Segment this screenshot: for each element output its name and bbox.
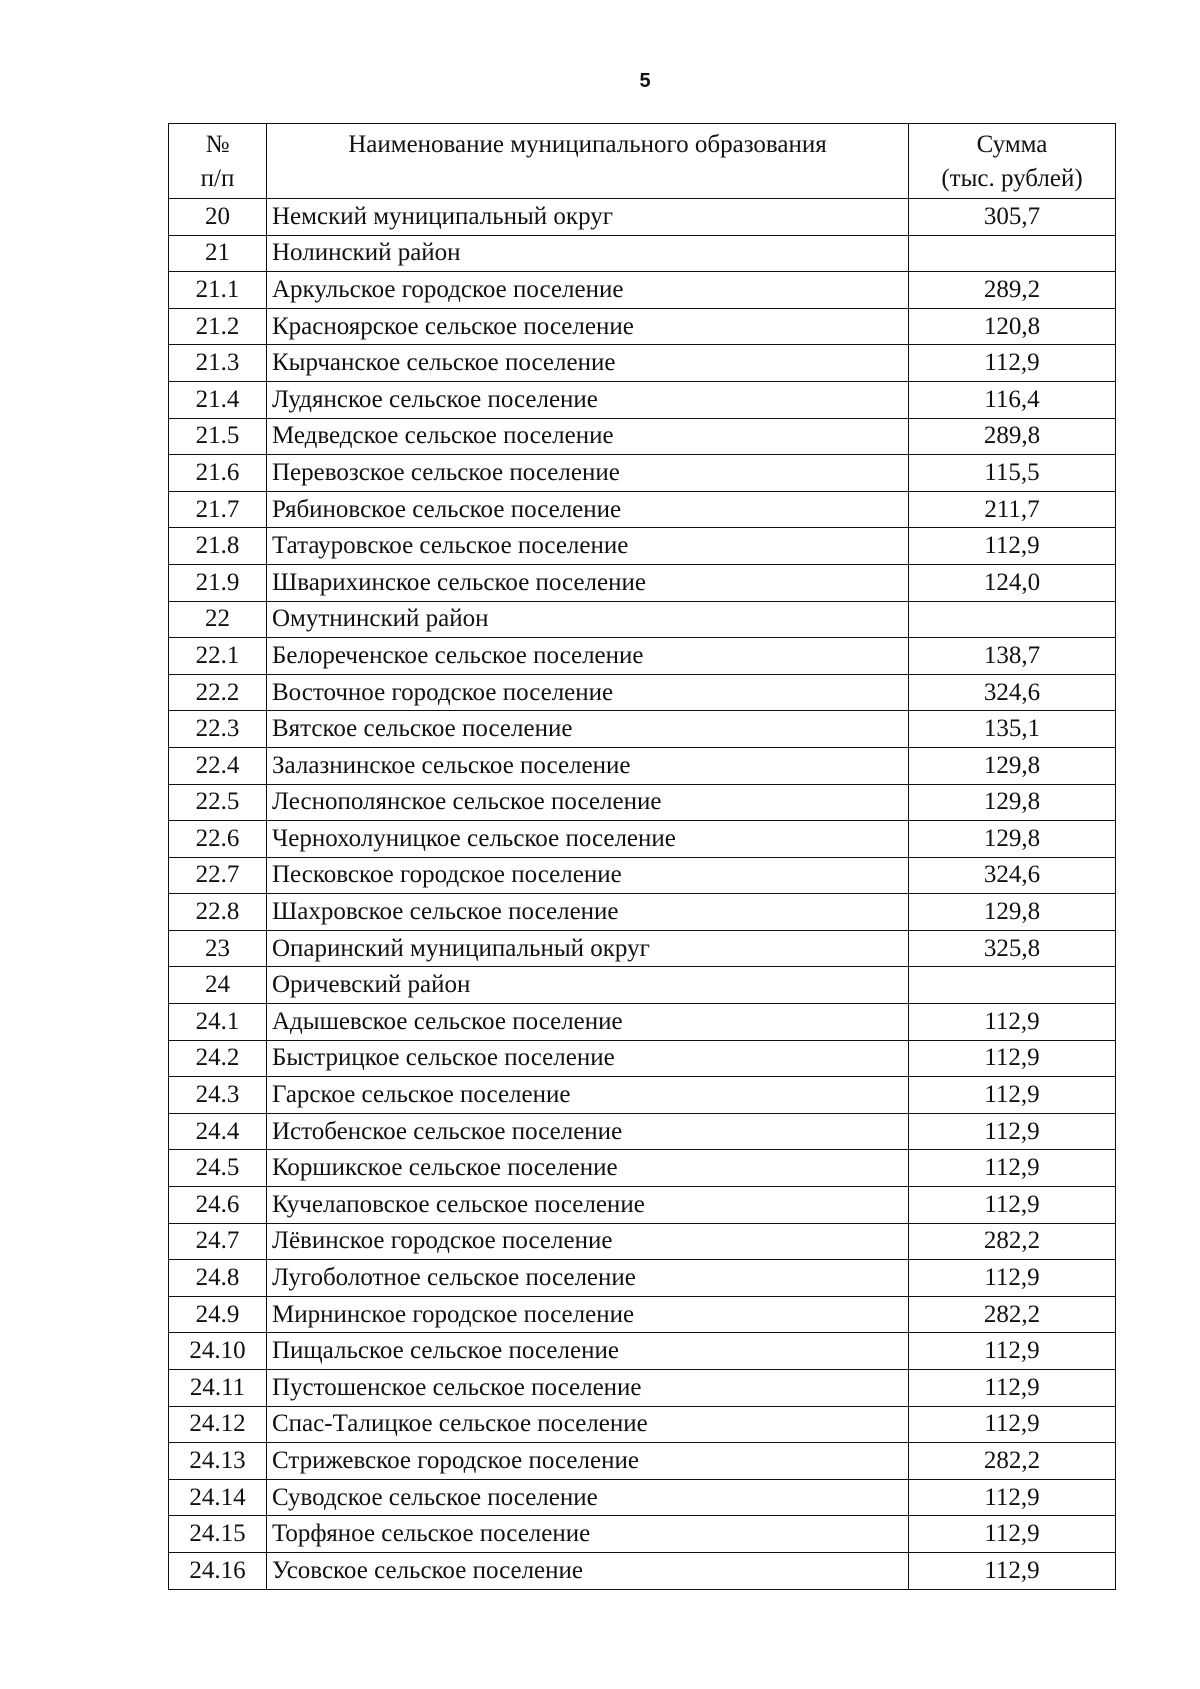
table-row (169, 564, 1116, 601)
row-number-cell: 24 (169, 967, 267, 1004)
row-sum-cell: 112,9 (909, 1516, 1116, 1553)
row-sum-cell: 289,2 (909, 272, 1116, 309)
row-sum-cell: 305,7 (909, 199, 1116, 236)
table-row (169, 1187, 1116, 1224)
header-number-line1: № (205, 131, 230, 158)
row-number-cell: 21.7 (169, 491, 267, 528)
row-number-cell: 24.16 (169, 1552, 267, 1589)
row-name-cell: Коршикское сельское поселение (267, 1150, 909, 1187)
row-sum-cell: 112,9 (909, 1077, 1116, 1114)
row-name-cell: Чернохолуницкое сельское поселение (267, 821, 909, 858)
row-number-cell: 20 (169, 199, 267, 236)
row-sum-cell: 129,8 (909, 784, 1116, 821)
table-row (169, 638, 1116, 675)
row-number-cell: 24.13 (169, 1443, 267, 1480)
row-number-cell: 21.2 (169, 308, 267, 345)
table-row (169, 1077, 1116, 1114)
table-row (169, 308, 1116, 345)
table-row (169, 1113, 1116, 1150)
row-sum-cell: 129,8 (909, 821, 1116, 858)
table-row (169, 821, 1116, 858)
page-number: 5 (639, 70, 651, 92)
row-name-cell: Леснополянское сельское поселение (267, 784, 909, 821)
row-name-cell: Суводское сельское поселение (267, 1479, 909, 1516)
row-name-cell: Быстрицкое сельское поселение (267, 1040, 909, 1077)
row-sum-cell: 124,0 (909, 564, 1116, 601)
row-sum-cell: 112,9 (909, 1406, 1116, 1443)
row-name-cell: Пищальское сельское поселение (267, 1333, 909, 1370)
header-number (169, 124, 267, 199)
row-sum-cell: 112,9 (909, 1370, 1116, 1407)
row-name-cell: Истобенское сельское поселение (267, 1113, 909, 1150)
row-name-cell: Шахровское сельское поселение (267, 894, 909, 931)
row-name-cell: Рябиновское сельское поселение (267, 491, 909, 528)
table-row (169, 1223, 1116, 1260)
row-number-cell: 21.4 (169, 381, 267, 418)
row-name-cell: Залазнинское сельское поселение (267, 747, 909, 784)
row-name-cell: Татауровское сельское поселение (267, 528, 909, 565)
header-name (267, 124, 909, 199)
table-row (169, 528, 1116, 565)
row-sum-cell (909, 601, 1116, 638)
row-number-cell: 21.9 (169, 564, 267, 601)
row-number-cell: 24.8 (169, 1260, 267, 1297)
row-sum-cell: 289,8 (909, 418, 1116, 455)
row-name-cell: Нолинский район (267, 235, 909, 272)
table-row (169, 345, 1116, 382)
row-sum-cell: 112,9 (909, 1333, 1116, 1370)
row-name-cell: Лёвинское городское поселение (267, 1223, 909, 1260)
row-number-cell: 21.6 (169, 455, 267, 492)
table-row (169, 784, 1116, 821)
row-number-cell: 24.7 (169, 1223, 267, 1260)
row-name-cell: Стрижевское городское поселение (267, 1443, 909, 1480)
header-sum (909, 124, 1116, 199)
table-row (169, 747, 1116, 784)
table-row (169, 930, 1116, 967)
row-name-cell: Лугоболотное сельское поселение (267, 1260, 909, 1297)
row-sum-cell: 282,2 (909, 1296, 1116, 1333)
row-sum-cell: 116,4 (909, 381, 1116, 418)
row-number-cell: 22.8 (169, 894, 267, 931)
row-number-cell: 24.10 (169, 1333, 267, 1370)
row-sum-cell: 112,9 (909, 1113, 1116, 1150)
row-sum-cell: 282,2 (909, 1223, 1116, 1260)
table-row (169, 711, 1116, 748)
row-number-cell: 24.6 (169, 1187, 267, 1224)
row-name-cell: Кучелаповское сельское поселение (267, 1187, 909, 1224)
table-row (169, 1296, 1116, 1333)
table-row (169, 491, 1116, 528)
row-name-cell: Песковское городское поселение (267, 857, 909, 894)
row-name-cell: Опаринский муниципальный округ (267, 930, 909, 967)
row-sum-cell: 324,6 (909, 674, 1116, 711)
row-sum-cell: 120,8 (909, 308, 1116, 345)
row-name-cell: Лудянское сельское поселение (267, 381, 909, 418)
table-row (169, 857, 1116, 894)
row-number-cell: 22.1 (169, 638, 267, 675)
table-row (169, 967, 1116, 1004)
row-name-cell: Вятское сельское поселение (267, 711, 909, 748)
row-name-cell: Белореченское сельское поселение (267, 638, 909, 675)
row-name-cell: Оричевский район (267, 967, 909, 1004)
row-sum-cell: 112,9 (909, 1040, 1116, 1077)
row-name-cell: Шварихинское сельское поселение (267, 564, 909, 601)
table-row (169, 894, 1116, 931)
row-name-cell: Адышевское сельское поселение (267, 1004, 909, 1041)
row-number-cell: 21.5 (169, 418, 267, 455)
row-number-cell: 22.6 (169, 821, 267, 858)
row-name-cell: Перевозское сельское поселение (267, 455, 909, 492)
row-name-cell: Усовское сельское поселение (267, 1552, 909, 1589)
row-number-cell: 22.4 (169, 747, 267, 784)
row-sum-cell: 129,8 (909, 894, 1116, 931)
table-row (169, 1406, 1116, 1443)
row-number-cell: 21 (169, 235, 267, 272)
table-row (169, 199, 1116, 236)
table-row (169, 1333, 1116, 1370)
row-sum-cell: 138,7 (909, 638, 1116, 675)
row-sum-cell (909, 967, 1116, 1004)
row-number-cell: 22 (169, 601, 267, 638)
row-sum-cell: 325,8 (909, 930, 1116, 967)
table-body (169, 199, 1116, 1590)
row-name-cell: Немский муниципальный округ (267, 199, 909, 236)
row-sum-cell: 129,8 (909, 747, 1116, 784)
row-name-cell: Медведское сельское поселение (267, 418, 909, 455)
row-sum-cell: 282,2 (909, 1443, 1116, 1480)
municipal-sums-table (168, 123, 1116, 1590)
row-sum-cell: 211,7 (909, 491, 1116, 528)
row-sum-cell: 115,5 (909, 455, 1116, 492)
table-row (169, 381, 1116, 418)
table-row (169, 1479, 1116, 1516)
row-number-cell: 22.3 (169, 711, 267, 748)
table-row (169, 1552, 1116, 1589)
table-row (169, 674, 1116, 711)
row-name-cell: Пустошенское сельское поселение (267, 1370, 909, 1407)
table-row (169, 235, 1116, 272)
row-name-cell: Мирнинское городское поселение (267, 1296, 909, 1333)
row-sum-cell: 112,9 (909, 1150, 1116, 1187)
table-row (169, 455, 1116, 492)
row-sum-cell: 112,9 (909, 1004, 1116, 1041)
row-number-cell: 21.3 (169, 345, 267, 382)
row-number-cell: 24.15 (169, 1516, 267, 1553)
table-row (169, 272, 1116, 309)
row-number-cell: 24.4 (169, 1113, 267, 1150)
row-name-cell: Гарское сельское поселение (267, 1077, 909, 1114)
row-number-cell: 22.5 (169, 784, 267, 821)
row-sum-cell: 112,9 (909, 1479, 1116, 1516)
table-row (169, 1516, 1116, 1553)
row-name-cell: Омутнинский район (267, 601, 909, 638)
row-number-cell: 24.1 (169, 1004, 267, 1041)
row-sum-cell: 112,9 (909, 528, 1116, 565)
row-sum-cell: 112,9 (909, 345, 1116, 382)
header-name-text: Наименование муниципального образования (348, 131, 827, 158)
row-name-cell: Спас-Талицкое сельское поселение (267, 1406, 909, 1443)
table-row (169, 1040, 1116, 1077)
row-sum-cell: 324,6 (909, 857, 1116, 894)
table-row (169, 1150, 1116, 1187)
table-header-row (169, 124, 1116, 199)
row-number-cell: 24.9 (169, 1296, 267, 1333)
row-number-cell: 24.11 (169, 1370, 267, 1407)
row-name-cell: Красноярское сельское поселение (267, 308, 909, 345)
row-sum-cell: 112,9 (909, 1260, 1116, 1297)
row-number-cell: 24.5 (169, 1150, 267, 1187)
header-sum-line1: Сумма (976, 131, 1048, 158)
row-number-cell: 21.8 (169, 528, 267, 565)
row-number-cell: 24.12 (169, 1406, 267, 1443)
table-row (169, 601, 1116, 638)
row-name-cell: Кырчанское сельское поселение (267, 345, 909, 382)
row-sum-cell (909, 235, 1116, 272)
table-row (169, 418, 1116, 455)
table-row (169, 1260, 1116, 1297)
header-sum-line2: (тыс. рублей) (941, 165, 1083, 192)
row-sum-cell: 135,1 (909, 711, 1116, 748)
row-number-cell: 23 (169, 930, 267, 967)
table-row (169, 1004, 1116, 1041)
table-row (169, 1443, 1116, 1480)
row-sum-cell: 112,9 (909, 1187, 1116, 1224)
header-number-line2: п/п (200, 165, 235, 192)
row-number-cell: 22.2 (169, 674, 267, 711)
row-number-cell: 24.14 (169, 1479, 267, 1516)
row-name-cell: Восточное городское поселение (267, 674, 909, 711)
row-sum-cell: 112,9 (909, 1552, 1116, 1589)
row-number-cell: 21.1 (169, 272, 267, 309)
row-number-cell: 24.2 (169, 1040, 267, 1077)
row-number-cell: 22.7 (169, 857, 267, 894)
table-row (169, 1370, 1116, 1407)
row-name-cell: Аркульское городское поселение (267, 272, 909, 309)
row-number-cell: 24.3 (169, 1077, 267, 1114)
row-name-cell: Торфяное сельское поселение (267, 1516, 909, 1553)
